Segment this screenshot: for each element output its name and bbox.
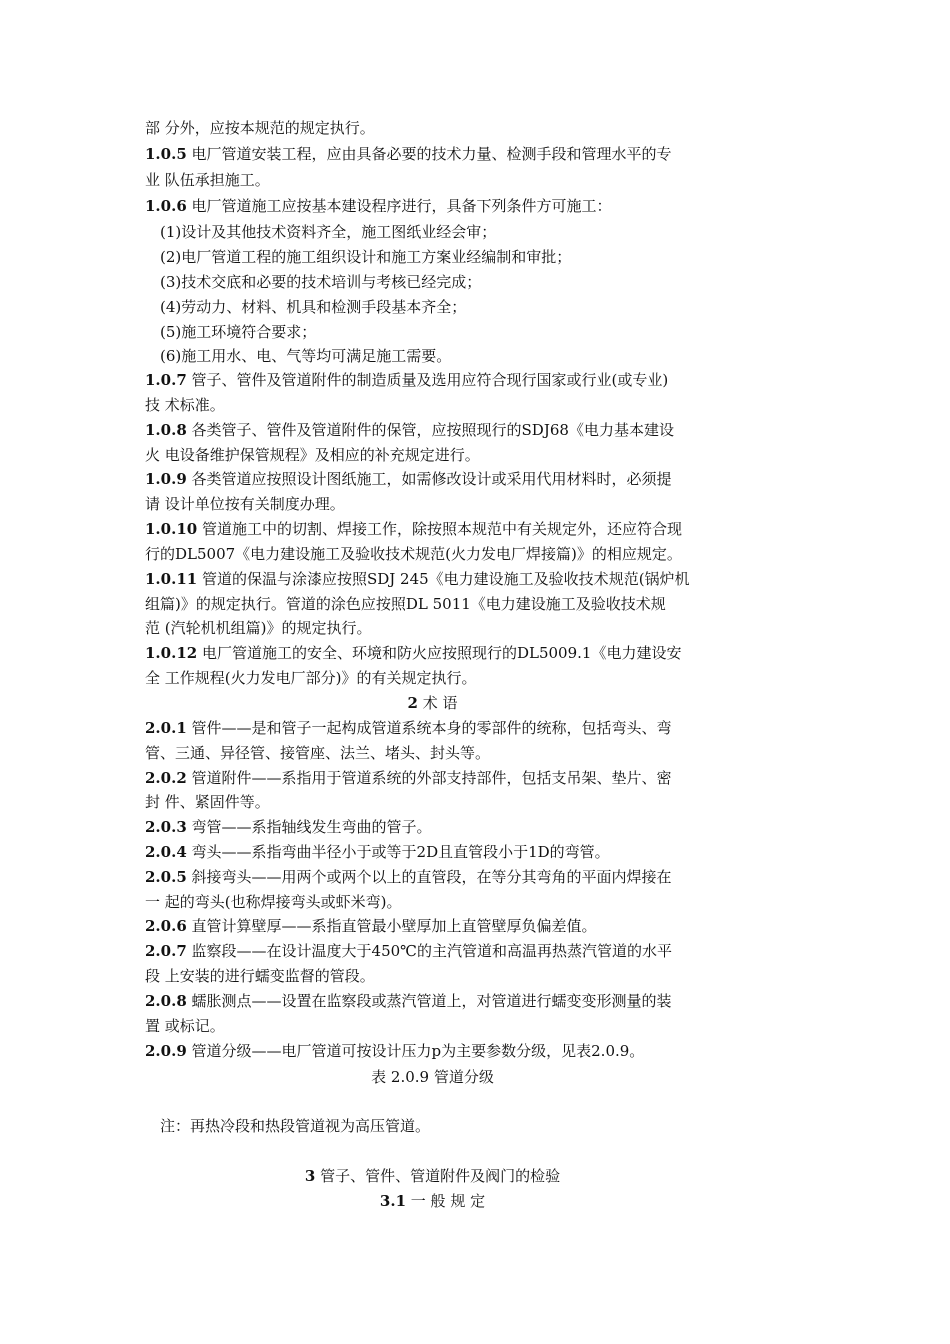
- clause-2-0-4: 2.0.4 弯头——系指弯曲半径小于或等于2D且直管段小于1D的弯管。: [145, 843, 610, 861]
- clause-1-0-10: 1.0.10 管道施工中的切割、焊接工作，除按照本规范中有关规定外，还应符合现: [145, 520, 682, 538]
- clause-2-0-1: 2.0.1 管件——是和管子一起构成管道系统本身的零部件的统称，包括弯头、弯: [145, 719, 672, 737]
- text-line: 范 (汽轮机机组篇)》的规定执行。: [145, 619, 372, 637]
- text-line: 段 上安装的进行蠕变监督的管段。: [145, 967, 375, 985]
- clause-2-0-5: 2.0.5 斜接弯头——用两个或两个以上的直管段，在等分其弯角的平面内焊接在: [145, 868, 672, 886]
- clause-2-0-9: 2.0.9 管道分级——电厂管道可按设计压力p为主要参数分级，见表2.0.9。: [145, 1042, 645, 1060]
- text-line: 请 设计单位按有关制度办理。: [145, 495, 345, 513]
- text-line: 组篇)》的规定执行。管道的涂色应按照DL 5011《电力建设施工及验收技术规: [145, 595, 666, 613]
- section-heading-3: 3 管子、管件、管道附件及阀门的检验: [304, 1167, 561, 1185]
- subsection-heading-3-1: 3.1 一 般 规 定: [379, 1192, 486, 1210]
- clause-2-0-6: 2.0.6 直管计算壁厚——系指直管最小壁厚加上直管壁厚负偏差值。: [145, 917, 597, 935]
- text-line: 行的DL5007《电力建设施工及验收技术规范(火力发电厂焊接篇)》的相应规定。: [145, 545, 682, 563]
- text-line: 置 或标记。: [145, 1017, 225, 1035]
- text-line: 火 电设备维护保管规程》及相应的补充规定进行。: [145, 446, 480, 464]
- list-item: (3)技术交底和必要的技术培训与考核已经完成；: [160, 273, 482, 291]
- list-item: (6)施工用水、电、气等均可满足施工需要。: [160, 347, 452, 365]
- text-line: 部 分外，应按本规范的规定执行。: [145, 119, 375, 137]
- text-line: 全 工作规程(火力发电厂部分)》的有关规定执行。: [145, 669, 477, 687]
- list-item: (5)施工环境符合要求；: [160, 323, 317, 341]
- text-line: 技 术标准。: [145, 396, 225, 414]
- text-line: 业 队伍承担施工。: [145, 171, 270, 189]
- list-item: (4)劳动力、材料、机具和检测手段基本齐全；: [160, 298, 467, 316]
- clause-1-0-7: 1.0.7 管子、管件及管道附件的制造质量及选用应符合现行国家或行业(或专业): [145, 371, 669, 389]
- clause-1-0-6: 1.0.6 电厂管道施工应按基本建设程序进行，具备下列条件方可施工：: [145, 197, 612, 215]
- clause-1-0-11: 1.0.11 管道的保温与涂漆应按照SDJ 245《电力建设施工及验收技术规范(锅炉机: [145, 570, 690, 588]
- text-line: 一 起的弯头(也称焊接弯头或虾米弯)。: [145, 893, 402, 911]
- clause-1-0-9: 1.0.9 各类管道应按照设计图纸施工，如需修改设计或采用代用材料时，必须提: [145, 470, 672, 488]
- table-caption: 表 2.0.9 管道分级: [371, 1068, 494, 1086]
- clause-2-0-3: 2.0.3 弯管——系指轴线发生弯曲的管子。: [145, 818, 432, 836]
- section-heading-2: 2 术 语: [407, 694, 458, 712]
- clause-1-0-12: 1.0.12 电厂管道施工的安全、环境和防火应按照现行的DL5009.1《电力建设安: [145, 644, 682, 662]
- list-item: (2)电厂管道工程的施工组织设计和施工方案业经编制和审批；: [160, 248, 572, 266]
- text-line: 封 件、紧固件等。: [145, 793, 270, 811]
- clause-1-0-8: 1.0.8 各类管子、管件及管道附件的保管，应按照现行的SDJ68《电力基本建设: [145, 421, 674, 439]
- clause-1-0-5: 1.0.5 电厂管道安装工程，应由具备必要的技术力量、检测手段和管理水平的专: [145, 145, 672, 163]
- clause-2-0-7: 2.0.7 监察段——在设计温度大于450℃的主汽管道和高温再热蒸汽管道的水平: [145, 942, 672, 960]
- clause-2-0-8: 2.0.8 蠕胀测点——设置在监察段或蒸汽管道上，对管道进行蠕变变形测量的装: [145, 992, 672, 1010]
- text-line: 管、三通、异径管、接管座、法兰、堵头、封头等。: [145, 744, 491, 762]
- list-item: (1)设计及其他技术资料齐全，施工图纸业经会审；: [160, 223, 497, 241]
- table-note: 注：再热冷段和热段管道视为高压管道。: [160, 1117, 431, 1135]
- clause-2-0-2: 2.0.2 管道附件——系指用于管道系统的外部支持部件，包括支吊架、垫片、密: [145, 769, 672, 787]
